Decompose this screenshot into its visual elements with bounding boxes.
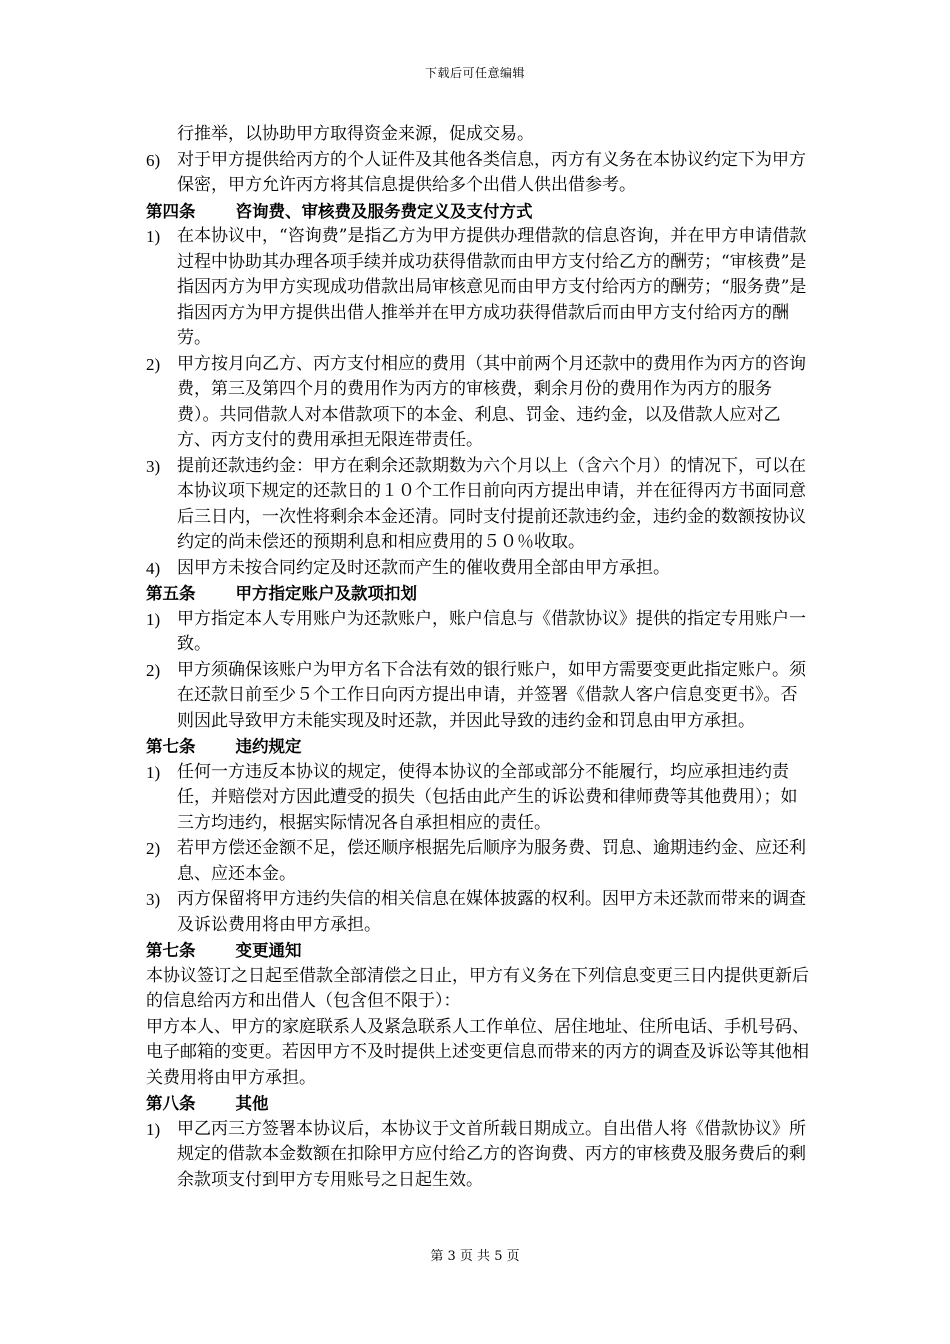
list-item: [146, 760, 811, 837]
list-item-number: 6): [146, 150, 161, 170]
list-item: [146, 836, 811, 887]
list-item-number: 2): [146, 660, 161, 680]
section-title: 违约规定: [235, 737, 302, 756]
list-item: [146, 352, 811, 454]
list-item: [146, 148, 811, 199]
list-item-text: 提前还款违约金：甲方在剩余还款期数为六个月以上（含六个月）的情况下，可以在本协议项下规定的还款日的１０个工作日前向丙方提出申请，并在征得丙方书面同意后三日内，一次性将剩余本金还清。同时支付提前还款违约金，违约金的数额按协议约定的尚未偿还的预期利息和相应费用的５０％收取。: [177, 455, 806, 552]
list-item: [146, 1117, 811, 1194]
list-item-number: 1): [146, 609, 161, 629]
list-item-number: 3): [146, 456, 161, 476]
page-footer: 第 3 页 共 5 页: [430, 1249, 520, 1264]
list-item-text: 甲方指定本人专用账户为还款账户，账户信息与《借款协议》提供的指定专用账户一致。: [177, 608, 806, 654]
section-heading: [146, 734, 811, 760]
list-item: [146, 454, 811, 556]
list-item: [146, 556, 811, 582]
list-item-text: 因甲方未按合同约定及时还款而产生的催收费用全部由甲方承担。: [177, 557, 670, 578]
section-number: 第七条: [146, 941, 196, 960]
continued-list-text: 行推举，以协助甲方取得资金来源，促成交易。: [177, 124, 534, 144]
section-title: 变更通知: [235, 941, 302, 960]
section-title: 甲方指定账户及款项扣划: [235, 584, 417, 603]
section-heading: [146, 938, 811, 964]
section-number: 第八条: [146, 1094, 196, 1113]
list-item: [146, 658, 811, 735]
list-item-number: 4): [146, 558, 161, 578]
body-paragraph: 本协议签订之日起至借款全部清偿之日止，甲方有义务在下列信息变更三日内提供更新后的信息给丙方和出借人（包含但不限于）：: [146, 965, 809, 1011]
list-item: [146, 887, 811, 938]
body-paragraph: 甲方本人、甲方的家庭联系人及紧急联系人工作单位、居住地址、住所电话、手机号码、电子邮箱的变更。若因甲方不及时提供上述变更信息而带来的丙方的调查及诉讼等其他相关费用将由甲方承担。: [146, 1016, 809, 1088]
list-item: [146, 607, 811, 658]
list-item-text: 任何一方违反本协议的规定，使得本协议的全部或部分不能履行，均应承担违约责任，并赔偿对方因此遭受的损失（包括由此产生的诉讼费和律师费等其他费用）；如三方均违约，根据实际情况各自承担相应的责任。: [177, 761, 798, 833]
list-item-text: 甲乙丙三方签署本协议后，本协议于文首所载日期成立。自出借人将《借款协议》所规定的借款本金数额在扣除甲方应付给乙方的咨询费、丙方的审核费及服务费后的剩余款项支付到甲方专用账号之日起生效。: [177, 1118, 806, 1190]
section-heading: [146, 199, 811, 225]
list-item-text: 在本协议中，“咨询费”是指乙方为甲方提供办理借款的信息咨询，并在甲方申请借款过程中协助其办理各项手续并成功获得借款而由甲方支付给乙方的酬劳；“审核费”是指因丙方为甲方实现成功借款出局审核意见而由甲方支付给丙方的酬劳；“服务费”是指因丙方为甲方提供出借人推举并在甲方成功获得借款后而由甲方支付给丙方的酬劳。: [177, 226, 807, 348]
list-item-text: 丙方保留将甲方违约失信的相关信息在媒体披露的权利。因甲方未还款而带来的调查及诉讼费用将由甲方承担。: [177, 889, 806, 935]
list-item-number: 2): [146, 354, 161, 374]
section-heading: [146, 1091, 811, 1117]
section-number: 第七条: [146, 737, 196, 756]
document-body: [146, 122, 811, 1193]
list-item-number: 1): [146, 227, 161, 246]
list-item: [146, 224, 811, 352]
list-item-number: 2): [146, 839, 161, 858]
list-item-text: 对于甲方提供给丙方的个人证件及其他各类信息，丙方有义务在本协议约定下为甲方保密，甲方允许丙方将其信息提供给多个出借人供出借参考。: [177, 149, 806, 195]
list-item-text: 若甲方偿还金额不足，偿还顺序根据先后顺序为服务费、罚息、逾期违约金、应还利息、应还本金。: [177, 838, 806, 884]
list-item-number: 1): [146, 1119, 161, 1139]
section-number: 第四条: [146, 201, 196, 221]
section-title: 其他: [235, 1094, 269, 1113]
section-title: 咨询费、审核费及服务费定义及支付方式: [235, 201, 533, 221]
list-item-text: 甲方按月向乙方、丙方支付相应的费用（其中前两个月还款中的费用作为丙方的咨询费，第三及第四个月的费用作为丙方的审核费，剩余月份的费用作为丙方的服务费）。共同借款人对本借款项下的本金、利息、罚金、违约金，以及借款人应对乙方、丙方支付的费用承担无限连带责任。: [177, 353, 806, 450]
list-item-number: 1): [146, 762, 161, 782]
page-header: 下载后可任意编辑: [424, 66, 525, 80]
section-heading: [146, 581, 811, 607]
list-item-number: 3): [146, 890, 161, 909]
list-item-text: 甲方须确保该账户为甲方名下合法有效的银行账户，如甲方需要变更此指定账户。须在还款日前至少５个工作日向丙方提出申请，并签署《借款人客户信息变更书》。否则因此导致甲方未能实现及时还款，并因此导致的违约金和罚息由甲方承担。: [177, 659, 806, 731]
section-number: 第五条: [146, 584, 196, 603]
